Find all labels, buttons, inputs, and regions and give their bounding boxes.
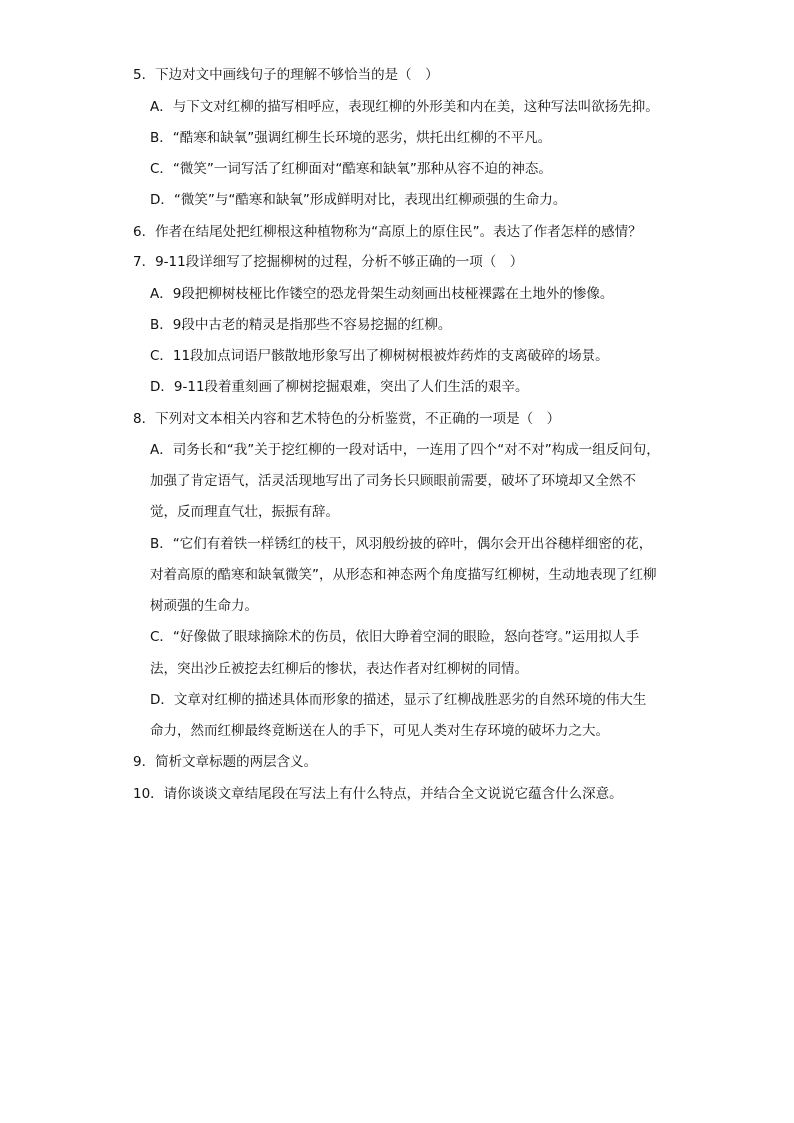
question-8-option-b-line-2: 对着高原的酷寒和缺氧微笑”，从形态和神态两个角度描写红柳树，生动地表现了红柳 (150, 567, 657, 583)
question-8-option-a-line-3: 觉，反而理直气壮，振振有辞。 (150, 504, 339, 520)
question-7-option-c: C．11段加点词语尸骸散地形象写出了柳树树根被炸药炸的支离破碎的场景。 (150, 348, 609, 364)
question-7-option-d: D．9-11段着重刻画了柳树挖掘艰难，突出了人们生活的艰辛。 (150, 379, 529, 395)
question-7-option-b: B．9段中古老的精灵是指那些不容易挖掘的红柳。 (150, 317, 452, 333)
question-7-option-a: A．9段把柳树枝桠比作镂空的恐龙骨架生动刻画出枝桠裸露在土地外的惨像。 (150, 286, 614, 302)
question-8-option-d-line-2: 命力，然而红柳最终竟断送在人的手下，可见人类对生存环境的破坏力之大。 (150, 723, 609, 739)
question-5-option-b: B．“酷寒和缺氧”强调红柳生长环境的恶劣，烘托出红柳的不平凡。 (150, 130, 552, 146)
question-8-option-d-line-1: D．文章对红柳的描述具体而形象的描述，显示了红柳战胜恶劣的自然环境的伟大生 (150, 692, 647, 708)
question-6-stem: 6．作者在结尾处把红柳根这种植物称为“高原上的原住民”。表达了作者怎样的感情？ (133, 224, 642, 240)
question-5-option-c: C．“微笑”一词写活了红柳面对“酷寒和缺氧”那种从容不迫的神态。 (150, 161, 552, 177)
question-5-stem: 5．下边对文中画线句子的理解不够恰当的是（ ） (133, 67, 439, 83)
question-8-option-c-line-2: 法，突出沙丘被挖去红柳后的惨状，表达作者对红柳树的同情。 (150, 661, 528, 677)
question-8-option-b-line-1: B．“它们有着铁一样锈红的枝干，风羽般纷披的碎叶，偶尔会开出谷穗样细密的花， (150, 536, 653, 552)
question-7-stem: 7．9-11段详细写了挖掘柳树的过程，分析不够正确的一项（ ） (133, 254, 524, 270)
question-8-stem: 8．下列对文本相关内容和艺术特色的分析鉴赏，不正确的一项是（ ） (133, 411, 561, 427)
question-8-option-a-line-2: 加强了肯定语气，活灵活现地写出了司务长只顾眼前需要，破坏了环境却又全然不 (150, 473, 636, 489)
question-9-stem: 9．简析文章标题的两层含义。 (133, 754, 318, 770)
question-10-stem: 10．请你谈谈文章结尾段在写法上有什么特点，并结合全文说说它蕴含什么深意。 (133, 786, 623, 802)
question-8-option-b-line-3: 树顽强的生命力。 (150, 598, 258, 614)
question-5-option-d: D．“微笑”与“酷寒和缺氧”形成鲜明对比，表现出红柳顽强的生命力。 (150, 192, 567, 208)
question-8-option-c-line-1: C．“好像做了眼球摘除术的伤员，依旧大睁着空洞的眼睑，怒向苍穹。”运用拟人手 (150, 629, 640, 645)
question-8-option-a-line-1: A．司务长和“我”关于挖红柳的一段对话中，一连用了四个“对不对”构成一组反问句， (150, 442, 660, 458)
question-5-option-a: A．与下文对红柳的描写相呼应，表现红柳的外形美和内在美，这种写法叫欲扬先抑。 (150, 99, 659, 115)
